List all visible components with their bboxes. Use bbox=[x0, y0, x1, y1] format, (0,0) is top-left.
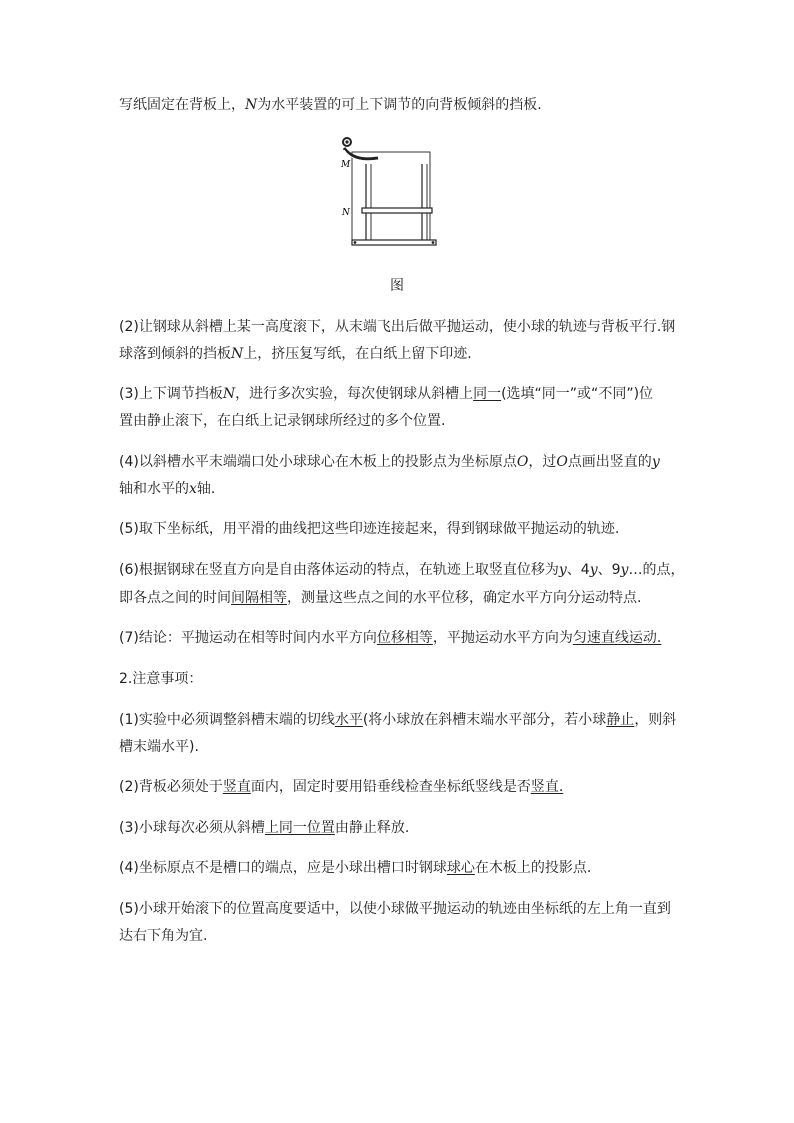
text-span: 点画出竖直的 bbox=[567, 454, 652, 470]
answer-blank: 竖直 bbox=[222, 779, 251, 795]
text-span: 、9 bbox=[597, 562, 621, 578]
text-span: 即各点之间的时间 bbox=[119, 590, 231, 606]
text-span: 面内，固定时要用铅垂线检查坐标纸竖线是否 bbox=[250, 779, 531, 795]
text-span: 写纸固定在背板上， bbox=[119, 97, 245, 113]
text-span: (5)小球开始滚下的位置高度要适中，以使小球做平抛运动的轨迹由坐标纸的左上角一直到 bbox=[119, 901, 671, 917]
text-span: 为水平装置的可上下调节的向背板倾斜的挡板. bbox=[257, 97, 542, 113]
answer-blank: 球心 bbox=[446, 860, 475, 876]
paragraph-line bbox=[119, 818, 409, 838]
text-span: ，测量这些点之间的水平位移，确定水平方向分运动特点. bbox=[287, 590, 642, 606]
text-span: 2.注意事项： bbox=[119, 671, 203, 687]
paragraph-line bbox=[119, 95, 542, 115]
paragraph-line bbox=[119, 588, 641, 608]
text-span: 球落到倾斜的挡板 bbox=[119, 346, 231, 362]
math-var-o: O bbox=[516, 454, 529, 470]
text-span: 上，挤压复写纸，在白纸上留下印迹. bbox=[243, 346, 472, 362]
answer-blank: 上同一位置 bbox=[264, 820, 335, 836]
paragraph-line bbox=[119, 384, 653, 404]
math-var-y: y bbox=[558, 562, 567, 578]
answer-blank: 水平 bbox=[334, 712, 363, 728]
text-span: 槽末端水平). bbox=[119, 739, 199, 755]
text-span: 达右下角为宜. bbox=[119, 928, 208, 944]
text-span: 、4 bbox=[566, 562, 590, 578]
paragraph-line bbox=[119, 737, 199, 757]
text-span: (选填“同一”或“不同”)位 bbox=[501, 386, 654, 402]
text-span: (2)让钢球从斜槽上某一高度滚下，从末端飞出后做平抛运动，使小球的轨迹与背板平行.钢 bbox=[119, 319, 676, 335]
label-m: M bbox=[341, 160, 351, 170]
paragraph-line bbox=[119, 899, 671, 919]
base-plate bbox=[352, 240, 436, 245]
incline-chute bbox=[344, 148, 378, 159]
text-span: (4)坐标原点不是槽口的端点，应是小球出槽口时钢球 bbox=[119, 860, 447, 876]
answer-blank: 同一 bbox=[473, 386, 502, 402]
paragraph-line bbox=[119, 479, 215, 499]
text-span: (1)实验中必须调整斜槽末端的切线 bbox=[119, 712, 335, 728]
text-span: 轴和水平的 bbox=[119, 481, 189, 497]
text-span: (4)以斜槽水平末端端口处小球球心在木板上的投影点为坐标原点 bbox=[119, 454, 517, 470]
text-span: ，过 bbox=[528, 454, 557, 470]
paragraph-line bbox=[119, 858, 591, 878]
math-var-y: y bbox=[620, 562, 629, 578]
base-screw-right bbox=[432, 241, 435, 244]
math-var-n: N bbox=[245, 97, 258, 113]
paragraph-line bbox=[119, 452, 660, 472]
paragraph-line bbox=[119, 519, 619, 539]
answer-blank: 匀速直线运动. bbox=[572, 630, 662, 646]
text-span: ，平抛运动水平方向为 bbox=[432, 630, 573, 646]
math-var-n: N bbox=[231, 346, 244, 362]
math-var-x: x bbox=[189, 481, 197, 497]
paragraph-line bbox=[119, 317, 675, 337]
answer-blank: 位移相等 bbox=[376, 630, 433, 646]
paragraph-line bbox=[119, 344, 472, 364]
text-span: 由静止释放. bbox=[334, 820, 410, 836]
apparatus-figure bbox=[340, 136, 440, 250]
math-var-y: y bbox=[651, 454, 660, 470]
text-span: (2)背板必须处于 bbox=[119, 779, 223, 795]
answer-blank: 静止 bbox=[606, 712, 635, 728]
text-span: (将小球放在斜槽末端水平部分，若小球 bbox=[362, 712, 607, 728]
text-span: (6)根据钢球在竖直方向是自由落体运动的特点，在轨迹上取竖直位移为 bbox=[119, 562, 559, 578]
text-span: 轴. bbox=[196, 481, 216, 497]
text-span: (5)取下坐标纸，用平滑的曲线把这些印迹连接起来，得到钢球做平抛运动的轨迹. bbox=[119, 521, 620, 537]
label-n: N bbox=[342, 208, 350, 218]
figure-caption: 图 bbox=[390, 278, 404, 294]
paragraph-line bbox=[119, 628, 661, 648]
text-span: (7)结论：平抛运动在相等时间内水平方向 bbox=[119, 630, 377, 646]
paragraph-line bbox=[119, 560, 684, 580]
paragraph-line bbox=[119, 926, 207, 946]
paragraph-line bbox=[119, 411, 445, 431]
answer-blank: 竖直. bbox=[530, 779, 564, 795]
backboard bbox=[352, 152, 430, 244]
baffle-n bbox=[362, 208, 432, 213]
answer-blank: 间隔相等 bbox=[231, 590, 287, 606]
text-span: 在木板上的投影点. bbox=[474, 860, 592, 876]
math-var-n: N bbox=[222, 386, 236, 402]
math-var-y: y bbox=[589, 562, 598, 578]
text-span: ，进行多次实验，每次使钢球从斜槽上 bbox=[235, 386, 474, 402]
paragraph-line bbox=[119, 777, 563, 797]
text-span: 置由静止滚下，在白纸上记录钢球所经过的多个位置. bbox=[119, 413, 446, 429]
paragraph-line bbox=[119, 710, 676, 730]
steel-ball-center bbox=[345, 140, 348, 143]
text-span: (3)小球每次必须从斜槽 bbox=[119, 820, 265, 836]
text-span: ，则斜 bbox=[634, 712, 677, 728]
section-title bbox=[119, 669, 202, 689]
math-var-o: O bbox=[556, 454, 568, 470]
base-screw-left bbox=[354, 241, 357, 244]
text-span: (3)上下调节挡板 bbox=[119, 386, 223, 402]
text-span: …的点， bbox=[628, 562, 685, 578]
